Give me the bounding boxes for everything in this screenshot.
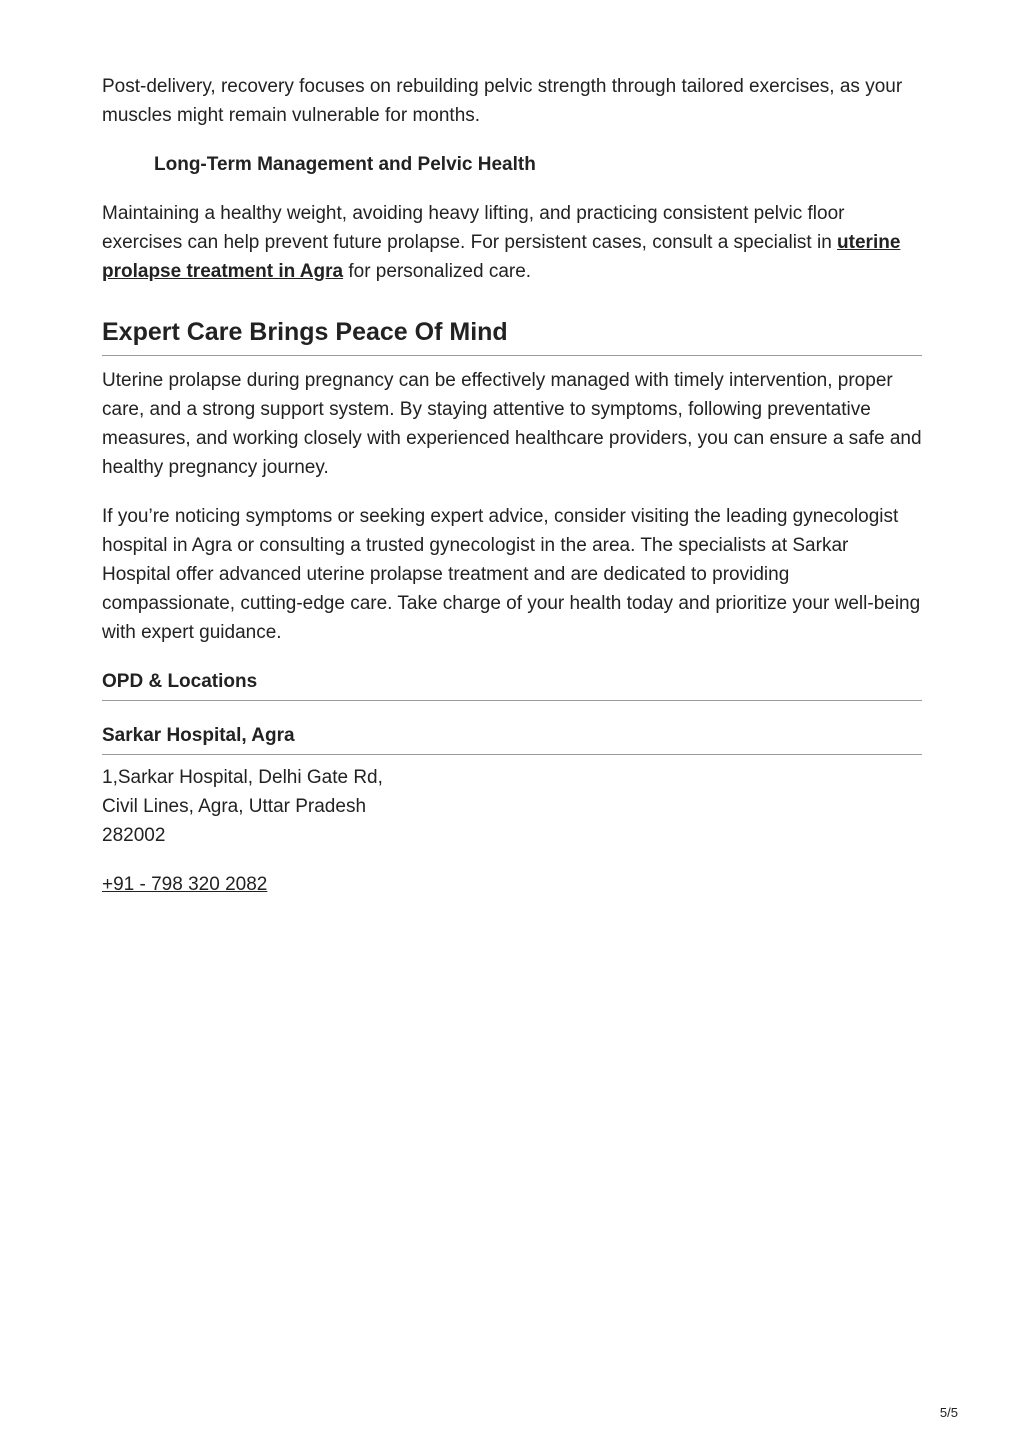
- expert-paragraph-2: If you’re noticing symptoms or seeking expert advice, consider visiting the leading gynecologist hospital in Agra or consulting a trusted gynecologist in the area. The specialists at Sarkar Hospital offer advanced uterine prolapse treatment and are dedicated to providing compassionate, cutting-edge care. Take charge of your health today and prioritize your well-being with expert guidance.: [102, 506, 921, 643]
- maintenance-text-before-link: Maintaining a healthy weight, avoiding heavy lifting, and practicing consistent pelvic floor exercises can help prevent future prolapse. For persistent cases, consult a specialist in: [102, 203, 845, 253]
- subheading-long-term-management: Long-Term Management and Pelvic Health: [154, 154, 536, 175]
- phone-link[interactable]: +91 - 798 320 2082: [102, 874, 268, 895]
- section-title-expert-care: Expert Care Brings Peace Of Mind: [102, 316, 922, 356]
- uterine-prolapse-treatment-link[interactable]: uterine prolapse treatment in Agra: [102, 232, 901, 282]
- address-line-3: 282002: [102, 825, 166, 846]
- hospital-name-heading: Sarkar Hospital, Agra: [102, 721, 922, 755]
- address-line-2: Civil Lines, Agra, Uttar Pradesh: [102, 796, 367, 817]
- hospital-address: [102, 763, 922, 850]
- maintenance-text-after-link: for personalized care.: [343, 261, 532, 282]
- address-line-1: 1,Sarkar Hospital, Delhi Gate Rd,: [102, 767, 383, 788]
- intro-paragraph: Post-delivery, recovery focuses on rebuilding pelvic strength through tailored exercises, as your muscles might remain vulnerable for months.: [102, 76, 903, 126]
- document-page: [102, 72, 922, 899]
- maintenance-paragraph: [102, 199, 922, 286]
- page-number: 5/5: [939, 1405, 958, 1420]
- expert-paragraph-1: Uterine prolapse during pregnancy can be effectively managed with timely intervention, proper care, and a strong support system. By staying attentive to symptoms, following preventative measures, and working closely with experienced healthcare providers, you can ensure a safe and healthy pregnancy journey.: [102, 370, 922, 478]
- opd-locations-heading: OPD & Locations: [102, 667, 922, 701]
